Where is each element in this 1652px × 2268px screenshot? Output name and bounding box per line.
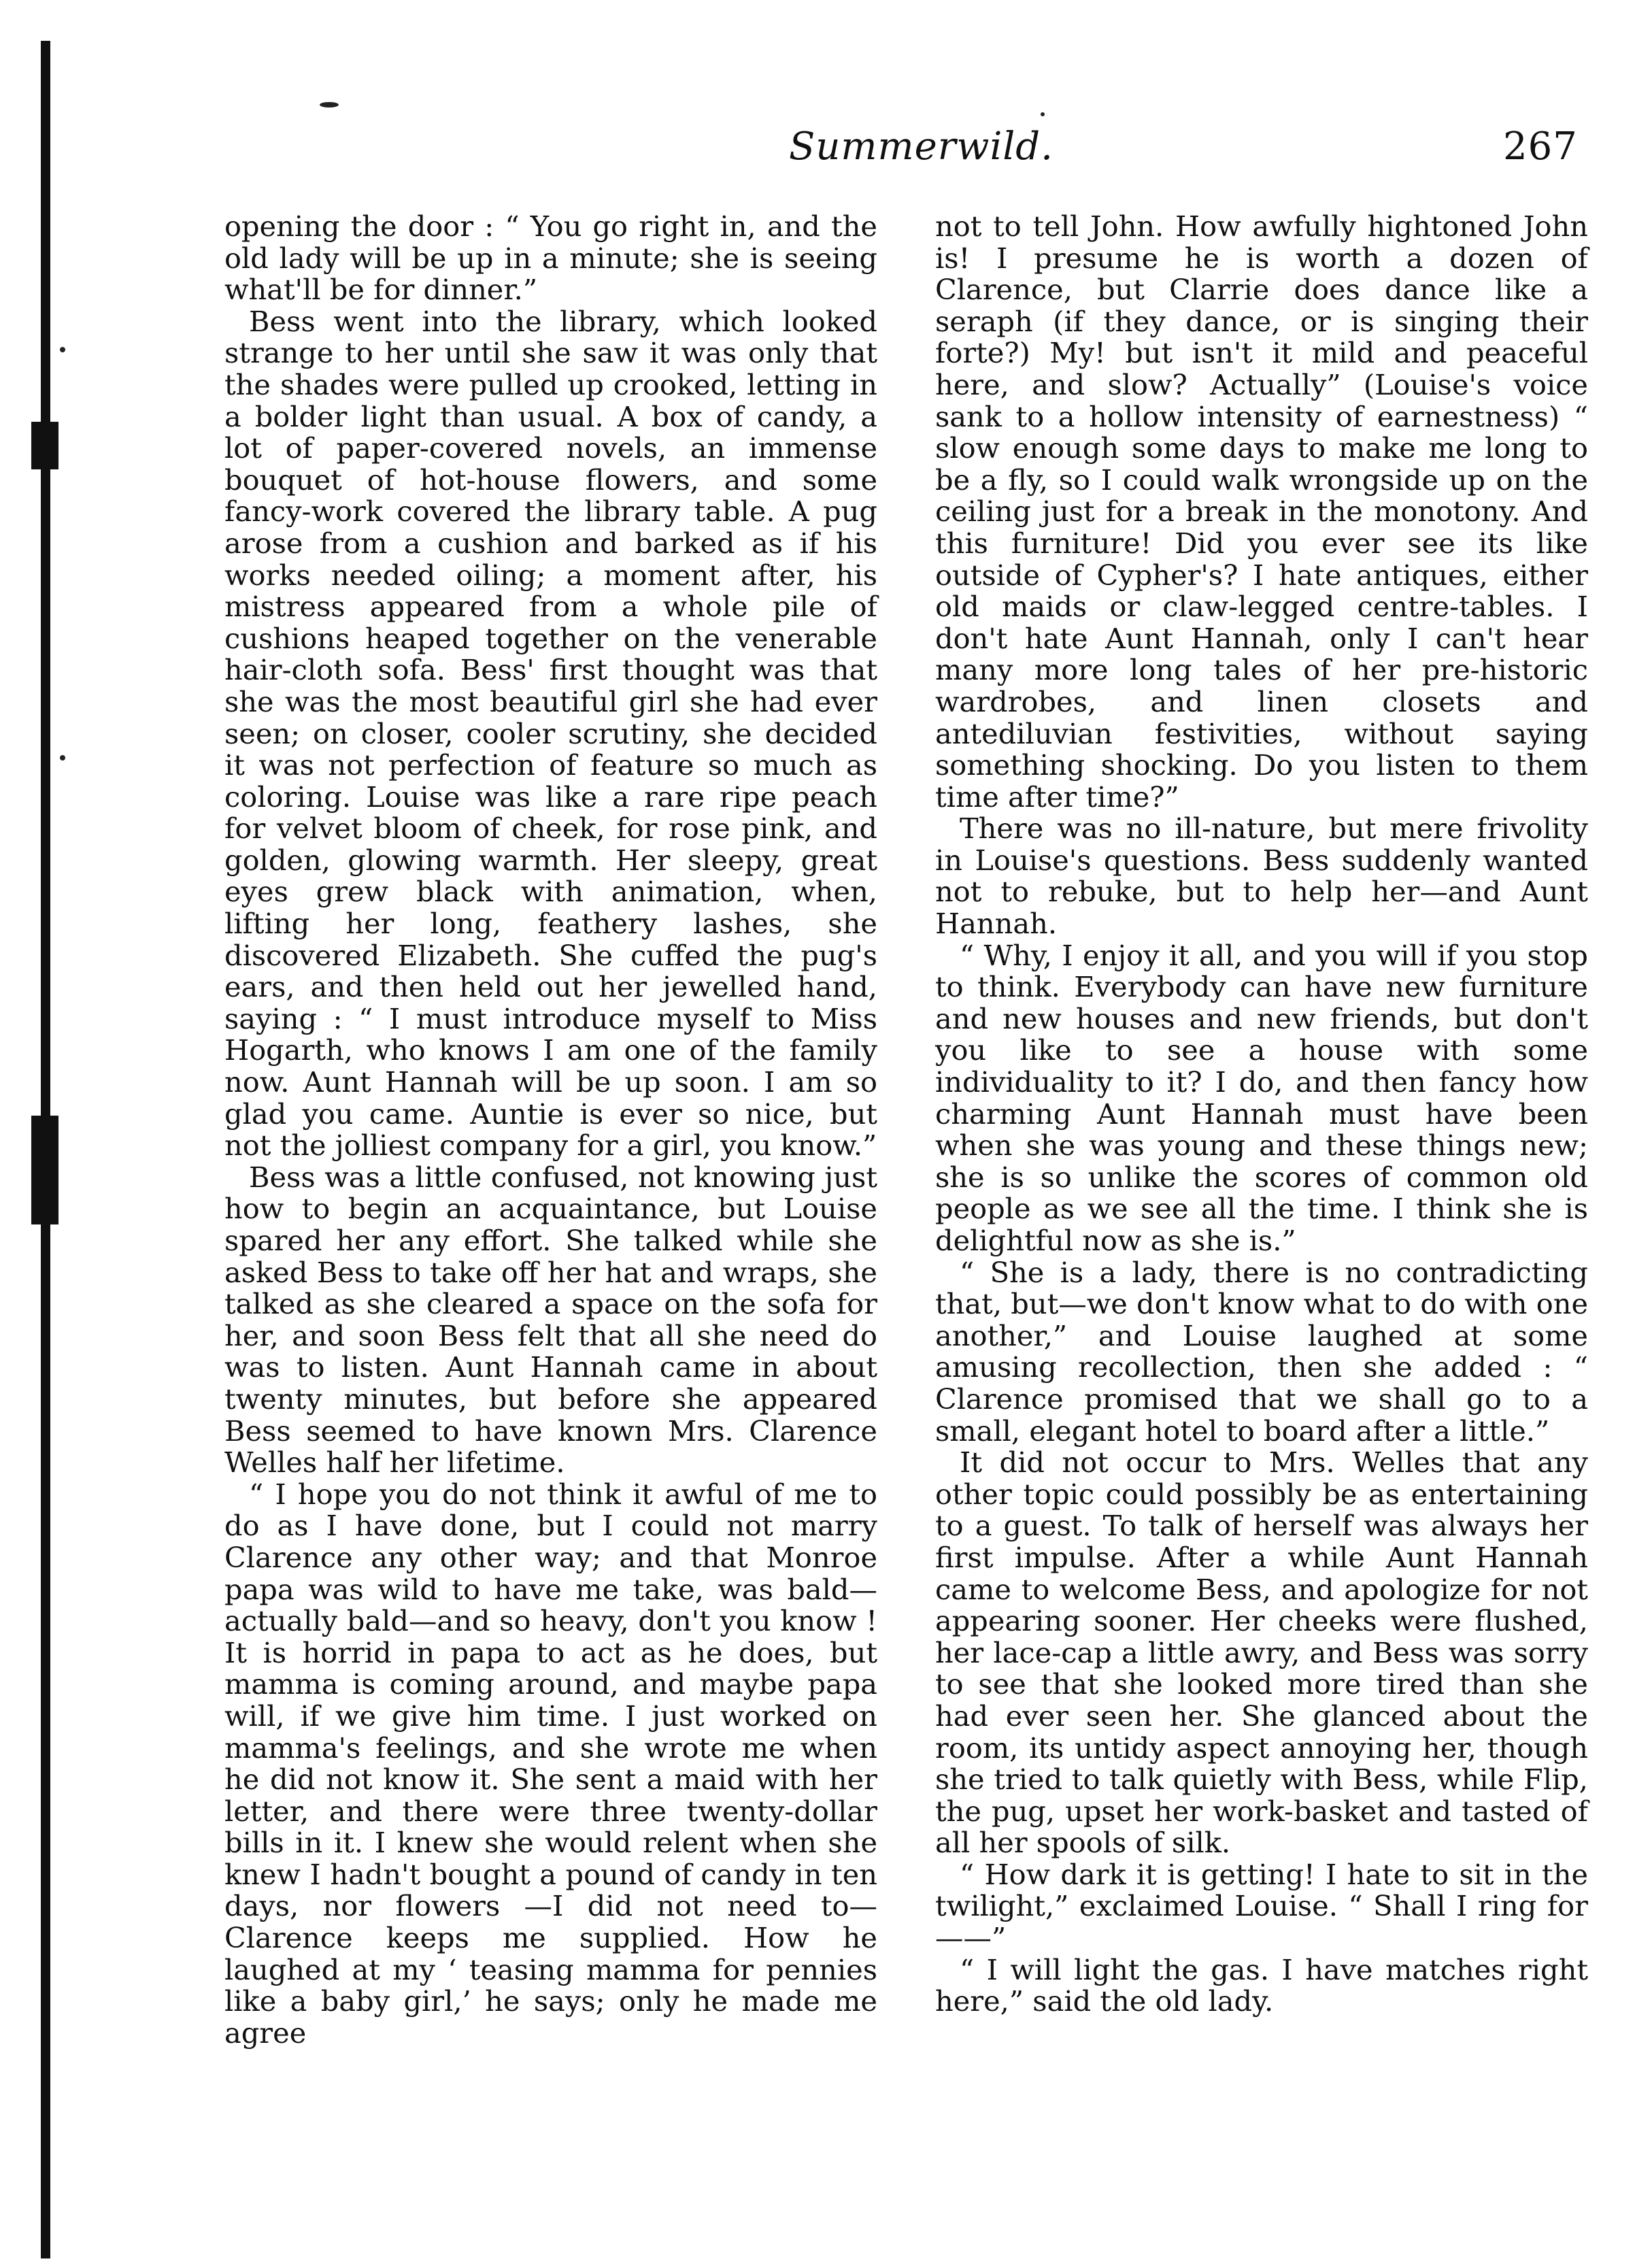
left-text-column xyxy=(224,211,877,2049)
running-header-title: Summerwild. xyxy=(789,124,1053,169)
paragraph: opening the door : “ You go right in, and the old lady will be up in a minute; she is seeing what'll be for dinner.” xyxy=(224,210,877,307)
paragraph: “ She is a lady, there is no contradicting that, but—we don't know what to do with one another,” and Louise laughed at some amusing recollection, then she added : “ Clarence promised that we shall go to a small, elegant hotel to board after a little.” xyxy=(935,1255,1588,1448)
print-speck xyxy=(320,102,339,107)
paragraph: “ Why, I enjoy it all, and you will if you stop to think. Everybody can have new furniture and new houses and new friends, but don't you like to see a house with some individuality to it? I do, and then fancy how charming Aunt Hannah must have been when she was young and these things new; she is so unlike the scores of common old people as we see all the time. I think she is delightful now as she is.” xyxy=(935,938,1588,1257)
paragraph: “ I hope you do not think it awful of me to do as I have done, but I could not marry Clarence any other way; and that Monroe papa was wild to have me take, was bald—actually bald—and so heavy, don't you know ! It is horrid in papa to act as he does, but mamma is coming around, and maybe papa will, if we give him time. I just worked on mamma's feelings, and she wrote me when he did not know it. She sent a maid with her letter, and there were three twenty-dollar bills in it. I knew she would relent when she knew I hadn't bought a pound of candy in ten days, nor flowers —I did not need to—Clarence keeps me supplied. How he laughed at my ‘ teasing mamma for pennies like a baby girl,’ he says; only he made me agree xyxy=(224,1477,877,2050)
print-speck xyxy=(1041,112,1045,116)
print-speck xyxy=(60,755,65,761)
paragraph: There was no ill-nature, but mere frivolity in Louise's questions. Bess suddenly wanted not to rebuke, but to help her—and Aunt Hannah. xyxy=(935,812,1588,941)
right-text-column xyxy=(935,211,1588,2018)
paragraph: not to tell John. How awfully hightoned John is! I presume he is worth a dozen of Clarence, but Clarrie does dance like a seraph (if they dance, or is singing their forte?) My! but isn't it mild and peaceful here, and slow? Actually” (Louise's voice sank to a hollow intensity of earnestness) “ slow enough some days to make me long to be a fly, so I could walk wrongside up on the ceiling just for a break in the monotony. And this furniture! Did you ever see its like outside of Cypher's? I hate antiques, either old maids or claw-legged centre-tables. I don't hate Aunt Hannah, only I can't hear many more long tales of her pre-historic wardrobes, and linen closets and antediluvian festivities, without saying something shocking. Do you listen to them time after time?” xyxy=(935,210,1588,814)
book-binding-edge xyxy=(41,41,50,2258)
paragraph: It did not occur to Mrs. Welles that any other topic could possibly be as entertaining to a guest. To talk of herself was always her first impulse. After a while Aunt Hannah came to welcome Bess, and apologize for not appearing sooner. Her cheeks were flushed, her lace-cap a little awry, and Bess was sorry to see that she looked more tired than she had ever seen her. She glanced about the room, its untidy aspect annoying her, though she tried to talk quietly with Bess, while Flip, the pug, upset her work-basket and tasted of all her spools of silk. xyxy=(935,1446,1588,1860)
print-speck xyxy=(60,347,65,352)
paragraph: Bess was a little confused, not knowing just how to begin an acquaintance, but Louise spared her any effort. She talked while she asked Bess to take off her hat and wraps, she talked as she cleared a space on the sofa for her, and soon Bess felt that all she need do was to listen. Aunt Hannah came in about twenty minutes, but before she appeared Bess seemed to have known Mrs. Clarence Welles half her lifetime. xyxy=(224,1160,877,1480)
paragraph: “ I will light the gas. I have matches right here,” said the old lady. xyxy=(935,1952,1588,2018)
paragraph: Bess went into the library, which looked strange to her until she saw it was only that the shades were pulled up crooked, letting in a bolder light than usual. A box of candy, a lot of paper-covered novels, an immense bouquet of hot-house flowers, and some fancy-work covered the library table. A pug arose from a cushion and barked as if his works needed oiling; a moment after, his mistress appeared from a whole pile of cushions heaped together on the venerable hair-cloth sofa. Bess' first thought was that she was the most beautiful girl she had ever seen; on closer, cooler scrutiny, she decided it was not perfection of feature so much as coloring. Louise was like a rare ripe peach for velvet bloom of cheek, for rose pink, and golden, glowing warmth. Her sleepy, great eyes grew black with animation, when, lifting her long, feathery lashes, she discovered Elizabeth. She cuffed the pug's ears, and then held out her jewelled hand, saying : “ I must introduce myself to Miss Hogarth, who knows I am one of the family now. Aunt Hannah will be up soon. I am so glad you came. Auntie is ever so nice, but not the jolliest company for a girl, you know.” xyxy=(224,304,877,1163)
page-number: 267 xyxy=(1503,124,1578,169)
paragraph: “ How dark it is getting! I hate to sit in the twilight,” exclaimed Louise. “ Shall I ring for——” xyxy=(935,1857,1588,1955)
